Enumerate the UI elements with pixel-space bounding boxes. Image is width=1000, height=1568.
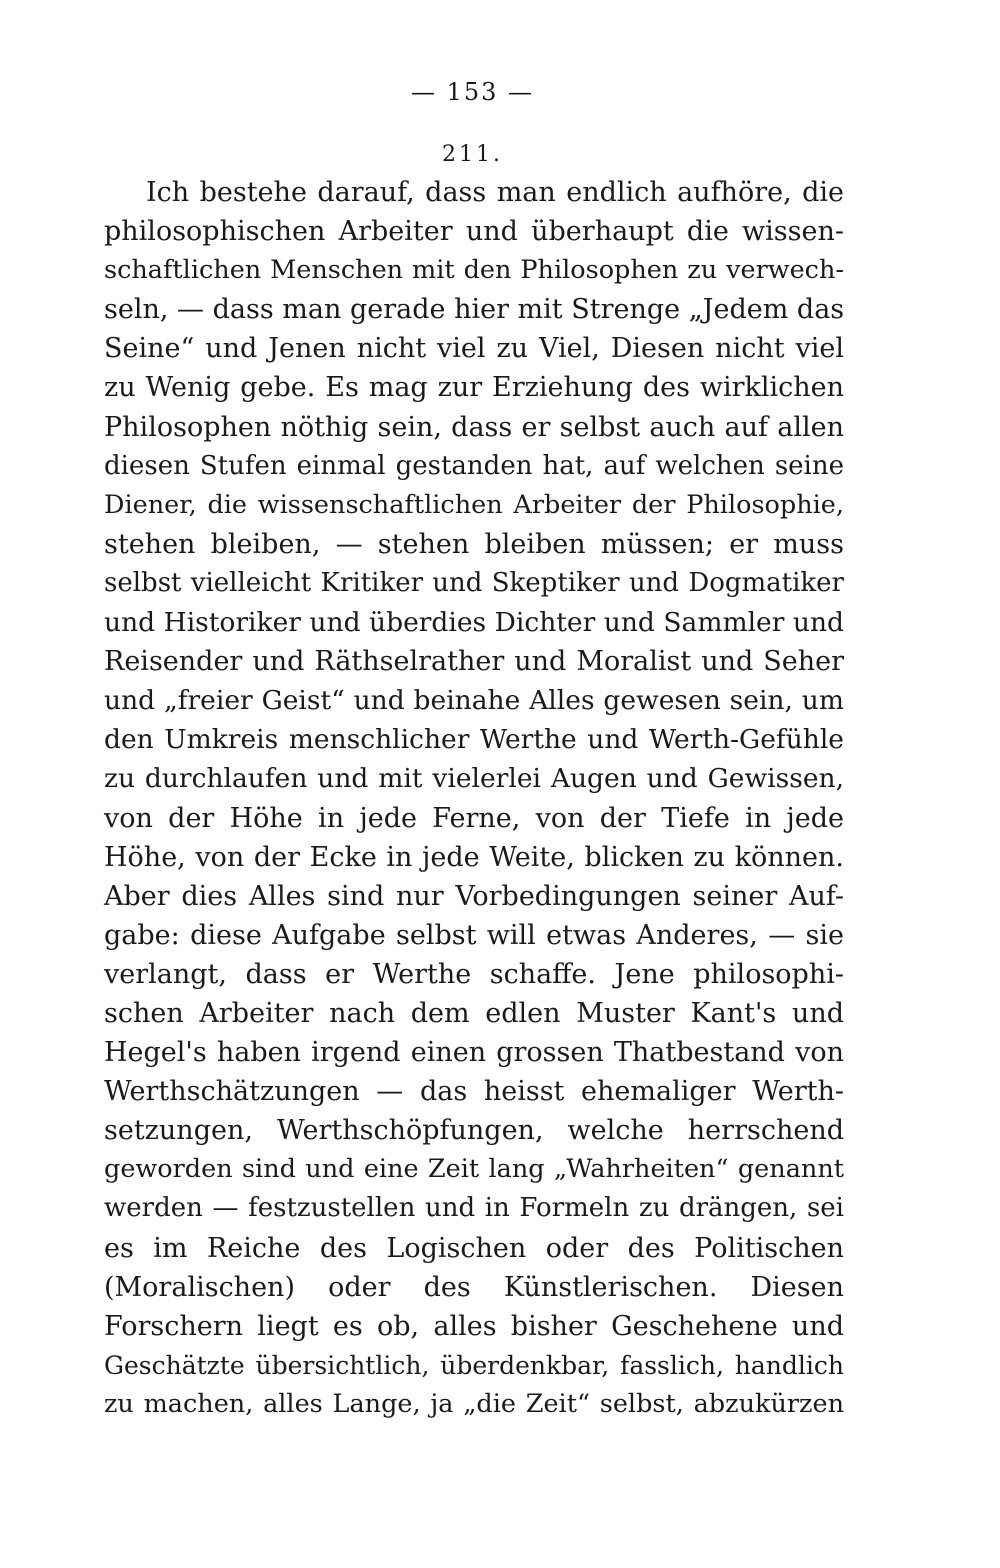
text-line: Geschätzte übersichtlich, überdenkbar, fasslich, handlich: [104, 1350, 844, 1380]
text-line: Reisender und Räthselrather und Moralist und Seher: [104, 646, 844, 678]
text-line: von der Höhe in jede Ferne, von der Tiefe in jede: [104, 802, 844, 834]
text-line: zu Wenig gebe. Es mag zur Erziehung des wirklichen: [104, 372, 844, 404]
text-line: und Historiker und überdies Dichter und Sammler und: [104, 607, 844, 639]
text-line: schaftlichen Menschen mit den Philosophen zu verwech-: [104, 255, 844, 286]
text-line: philosophischen Arbeiter und überhaupt die wissen-: [104, 216, 844, 248]
text-line: Hegel's haben irgend einen grossen Thatbestand von: [104, 1037, 844, 1069]
text-line: Forschern liegt es ob, alles bisher Geschehene und: [104, 1310, 844, 1342]
text-line: seln, — dass man gerade hier mit Strenge „Jedem das: [104, 294, 845, 326]
body-text: [104, 173, 844, 1424]
page-number: — 153 —: [410, 78, 535, 106]
text-line: Werthschätzungen — das heisst ehemaliger Werth-: [104, 1076, 844, 1108]
text-line: geworden sind und eine Zeit lang „Wahrheiten“ genannt: [104, 1154, 844, 1185]
text-line: (Moralischen) oder des Künstlerischen. Diesen: [104, 1271, 844, 1303]
text-line: Höhe, von der Ecke in jede Weite, blicken zu können.: [104, 841, 844, 873]
section-number: 211.: [442, 142, 503, 167]
text-line: stehen bleiben, — stehen bleiben müssen; er muss: [104, 528, 844, 560]
text-line: zu durchlaufen und mit vielerlei Augen und Gewissen,: [104, 763, 844, 795]
text-line: schen Arbeiter nach dem edlen Muster Kant's und: [104, 997, 844, 1029]
text-line: diesen Stufen einmal gestanden hat, auf welchen seine: [104, 450, 844, 481]
text-line: den Umkreis menschlicher Werthe und Werth-Gefühle: [104, 724, 844, 756]
text-line: setzungen, Werthschöpfungen, welche herrschend: [104, 1115, 844, 1147]
text-line: Philosophen nöthig sein, dass er selbst auch auf allen: [104, 411, 844, 443]
text-line: zu machen, alles Lange, ja „die Zeit“ selbst, abzukürzen: [104, 1388, 844, 1419]
text-line: Ich bestehe darauf, dass man endlich aufhöre, die: [146, 177, 844, 208]
text-line: Diener, die wissenschaftlichen Arbeiter der Philosophie,: [104, 489, 844, 520]
text-line: verlangt, dass er Werthe schaffe. Jene philosophi-: [104, 958, 844, 990]
text-line: werden — festzustellen und in Formeln zu drängen, sei: [104, 1193, 844, 1224]
text-line: Aber dies Alles sind nur Vorbedingungen seiner Auf-: [104, 880, 844, 912]
text-line: es im Reiche des Logischen oder des Politischen: [104, 1232, 844, 1264]
text-line: selbst vielleicht Kritiker und Skeptiker und Dogmatiker: [104, 567, 844, 598]
text-line: Seine“ und Jenen nicht viel zu Viel, Diesen nicht viel: [104, 333, 844, 365]
text-line: gabe: diese Aufgabe selbst will etwas Anderes, — sie: [104, 919, 844, 951]
text-line: und „freier Geist“ und beinahe Alles gewesen sein, um: [104, 685, 844, 717]
